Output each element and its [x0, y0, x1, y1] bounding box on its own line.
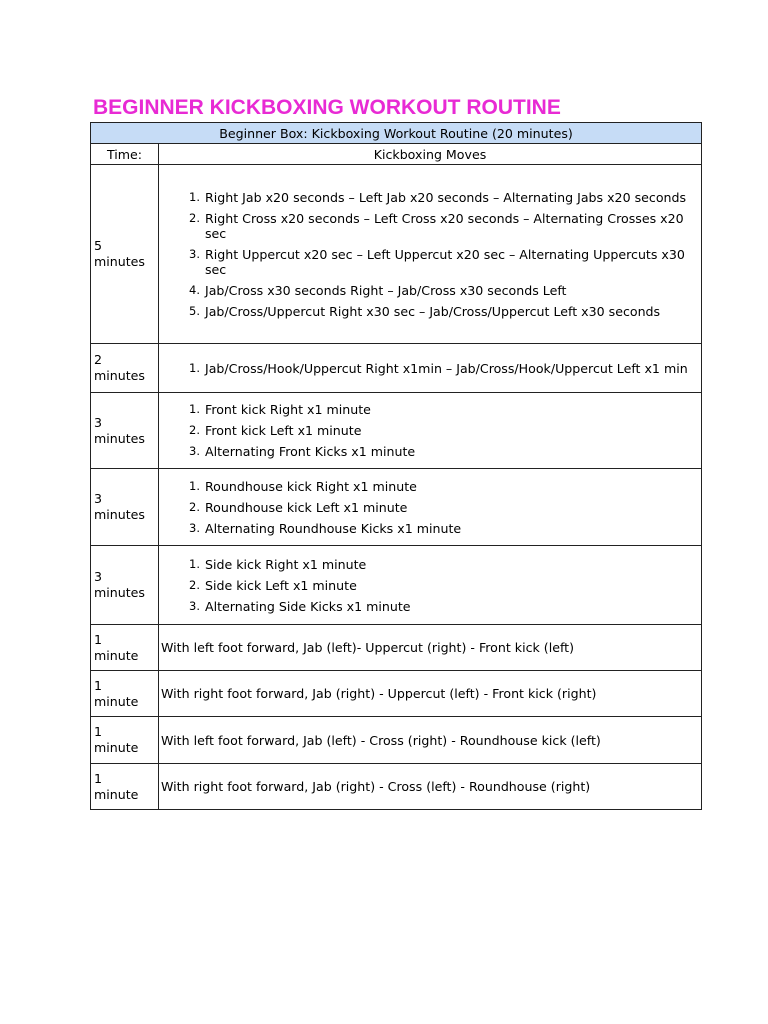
combo-text: With right foot forward, Jab (right) - Cross (left) - Roundhouse (right) — [159, 764, 702, 810]
list-item — [159, 190, 691, 205]
column-header-time: Time: — [91, 144, 159, 165]
moves-cell — [159, 546, 702, 625]
list-item — [159, 304, 691, 319]
time-cell: 1 minute — [91, 717, 159, 764]
time-cell: 1 minute — [91, 671, 159, 717]
table-header-row — [91, 144, 702, 165]
list-item-number: 3. — [189, 598, 200, 613]
list-item-text: Alternating Side Kicks x1 minute — [205, 598, 411, 614]
moves-cell — [159, 469, 702, 546]
list-item-number: 3. — [189, 520, 200, 535]
list-item — [159, 500, 691, 515]
table-row — [91, 469, 702, 546]
moves-list — [159, 361, 691, 376]
moves-cell — [159, 393, 702, 469]
list-item-text: Side kick Right x1 minute — [205, 556, 367, 572]
list-item-number: 3. — [189, 444, 200, 458]
table-row — [91, 764, 702, 810]
list-item-number: 1. — [189, 556, 200, 571]
list-item-text: Jab/Cross/Hook/Uppercut Right x1min – Jab/Cross/Hook/Uppercut Left x1 min — [205, 360, 688, 376]
list-item-text: Roundhouse kick Right x1 minute — [205, 478, 417, 494]
list-item — [159, 247, 691, 277]
list-item — [159, 361, 691, 376]
document-title: BEGINNER KICKBOXING WORKOUT ROUTINE — [93, 96, 561, 119]
column-header-moves: Kickboxing Moves — [159, 144, 702, 165]
time-cell: 5 minutes — [91, 165, 159, 344]
list-item-number: 1. — [189, 360, 200, 375]
list-item-number: 2. — [189, 577, 200, 592]
list-item-text: Jab/Cross/Uppercut Right x30 sec – Jab/Cross/Uppercut Left x30 seconds — [205, 303, 661, 319]
time-cell: 3 minutes — [91, 393, 159, 469]
time-cell: 2 minutes — [91, 344, 159, 393]
table-row — [91, 717, 702, 764]
list-item-number: 2. — [189, 210, 200, 225]
moves-list — [159, 557, 691, 614]
time-cell: 3 minutes — [91, 546, 159, 625]
moves-cell — [159, 344, 702, 393]
table-row — [91, 393, 702, 469]
list-item-text: Right Cross x20 seconds – Left Cross x20 seconds – Alternating Crosses x20 sec — [205, 210, 684, 241]
list-item — [159, 557, 691, 572]
list-item-text: Side kick Left x1 minute — [205, 577, 357, 593]
list-item-number: 4. — [189, 282, 200, 297]
list-item-text: Front kick Left x1 minute — [205, 423, 362, 438]
list-item — [159, 599, 691, 614]
list-item-text: Alternating Roundhouse Kicks x1 minute — [205, 520, 462, 536]
moves-list — [159, 479, 691, 536]
table-row — [91, 671, 702, 717]
combo-text: With right foot forward, Jab (right) - Uppercut (left) - Front kick (right) — [159, 671, 702, 717]
list-item — [159, 211, 691, 241]
list-item — [159, 578, 691, 593]
table-row — [91, 344, 702, 393]
list-item — [159, 402, 691, 417]
combo-text: With left foot forward, Jab (left)- Uppercut (right) - Front kick (left) — [159, 625, 702, 671]
table-row — [91, 165, 702, 344]
list-item-number: 1. — [189, 189, 200, 204]
list-item-text: Alternating Front Kicks x1 minute — [205, 444, 416, 459]
list-item — [159, 283, 691, 298]
table-row — [91, 546, 702, 625]
list-item-number: 3. — [189, 246, 200, 261]
table-row — [91, 625, 702, 671]
list-item-number: 2. — [189, 423, 200, 437]
table-caption-row — [91, 123, 702, 144]
time-cell: 1 minute — [91, 764, 159, 810]
list-item — [159, 423, 691, 438]
moves-cell — [159, 165, 702, 344]
moves-list — [159, 190, 691, 319]
combo-text: With left foot forward, Jab (left) - Cross (right) - Roundhouse kick (left) — [159, 717, 702, 764]
time-cell: 3 minutes — [91, 469, 159, 546]
moves-list — [159, 402, 691, 459]
list-item-text: Jab/Cross x30 seconds Right – Jab/Cross x30 seconds Left — [205, 282, 567, 298]
list-item — [159, 444, 691, 459]
list-item — [159, 521, 691, 536]
table-caption: Beginner Box: Kickboxing Workout Routine (20 minutes) — [91, 123, 702, 144]
list-item-number: 1. — [189, 402, 200, 416]
list-item-number: 2. — [189, 499, 200, 514]
list-item-number: 1. — [189, 478, 200, 493]
workout-table — [90, 122, 702, 810]
time-cell: 1 minute — [91, 625, 159, 671]
list-item-text: Roundhouse kick Left x1 minute — [205, 499, 408, 515]
list-item-text: Right Jab x20 seconds – Left Jab x20 seconds – Alternating Jabs x20 seconds — [205, 189, 687, 205]
list-item-text: Right Uppercut x20 sec – Left Uppercut x20 sec – Alternating Uppercuts x30 sec — [205, 246, 685, 277]
list-item — [159, 479, 691, 494]
list-item-number: 5. — [189, 303, 200, 318]
list-item-text: Front kick Right x1 minute — [205, 402, 371, 417]
